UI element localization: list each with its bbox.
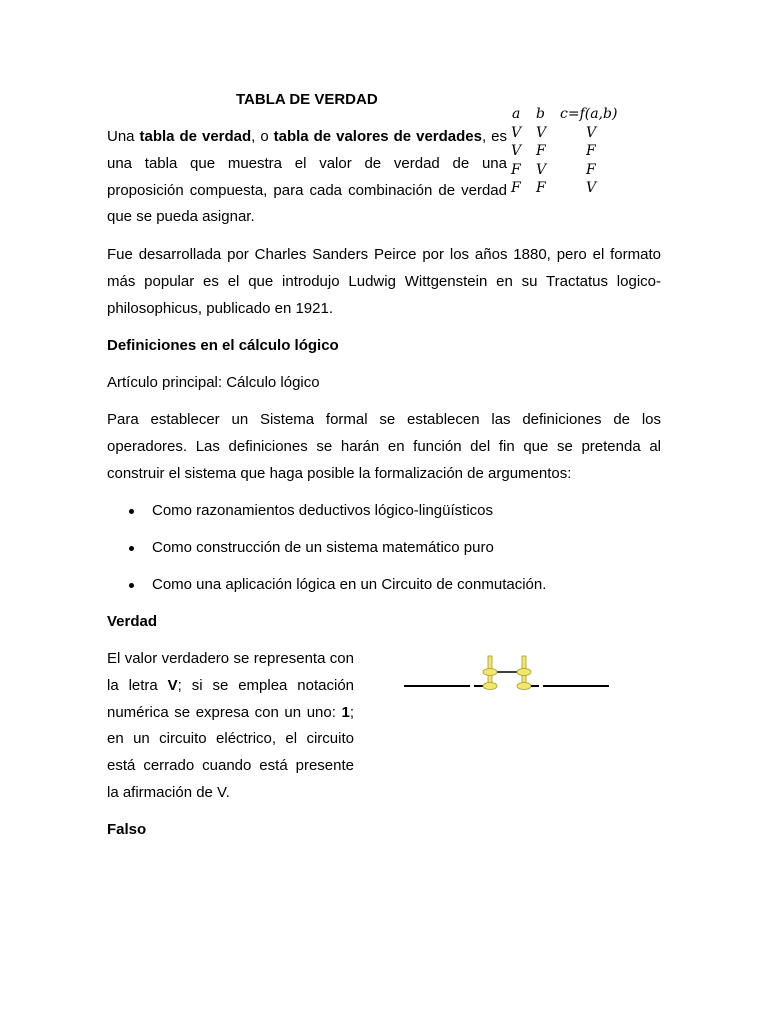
verdad-text-2: ; si se emplea notación numérica se expresa con un uno: (107, 676, 354, 721)
truth-table-cell: V (586, 124, 597, 141)
truth-table-cell: F (511, 161, 521, 178)
truth-table-cell: V (536, 124, 547, 141)
list-item-text: Como una aplicación lógica en un Circuito de conmutación. (152, 575, 547, 593)
bullet-list (107, 498, 667, 608)
verdad-paragraph (107, 646, 354, 807)
verdad-heading: Verdad (107, 613, 158, 630)
verdad-bold-2: 1 (341, 703, 350, 721)
history-paragraph: Fue desarrollada por Charles Sanders Peirce por los años 1880, pero el formato más popular es el que introdujo Ludwig Wittgenstein en su Tractatus logico-philosophicus, publicado en 1921. (107, 246, 661, 317)
truth-table-row (508, 125, 638, 144)
truth-table (508, 106, 638, 199)
truth-table-cell: F (511, 180, 521, 196)
list-item (107, 572, 667, 609)
verdad-text-1: El valor verdadero se representa con la letra (107, 650, 354, 694)
switch-contact-icon (517, 656, 531, 690)
intro-text-1: Una (107, 128, 140, 145)
bullet-icon (129, 583, 134, 588)
intro-text-2: , o (251, 128, 274, 145)
truth-table-header (508, 106, 638, 125)
bullet-icon (129, 546, 134, 551)
intro-paragraph (107, 124, 507, 231)
truth-table-cell: V (586, 180, 597, 196)
intro-bold-2: tabla de valores de verdades (273, 128, 482, 145)
page-title: TABLA DE VERDAD (236, 91, 378, 108)
list-item-text: Como razonamientos deductivos lógico-lingüísticos (152, 502, 494, 519)
truth-table-row (508, 143, 638, 162)
verdad-bold-1: V (167, 676, 178, 694)
definitions-heading: Definiciones en el cálculo lógico (107, 337, 339, 354)
intro-text-3: , es una tabla que muestra el valor de verdad de una proposición compuesta, para cada combinación de verdad que se pueda asignar. (107, 128, 507, 226)
switch-contact-icon (483, 656, 497, 690)
bullet-icon (129, 509, 134, 514)
truth-table-header-a: a (512, 106, 521, 122)
intro-bold-1: tabla de verdad (139, 128, 252, 145)
truth-table-cell: V (511, 124, 522, 141)
truth-table-cell: F (536, 143, 546, 159)
truth-table-header-b: b (536, 106, 545, 122)
truth-table-header-c: c=f(a,b) (560, 106, 618, 122)
truth-table-cell: V (511, 143, 522, 159)
definitions-paragraph: Para establecer un Sistema formal se establecen las definiciones de los operadores. Las definiciones se harán en función del fin que se pretenda al construir el sistema que haga posible la formalización de argumentos: (107, 411, 661, 482)
truth-table-cell: F (586, 161, 596, 178)
verdad-text-3: ; en un circuito eléctrico, el circuito está cerrado cuando está presente la afirmación de V. (107, 703, 354, 801)
truth-table-row (508, 162, 638, 181)
list-item (107, 535, 667, 572)
truth-table-cell: F (586, 143, 596, 159)
truth-table-row (508, 180, 638, 199)
closed-circuit-diagram (400, 650, 615, 695)
truth-table-cell: F (536, 180, 546, 196)
list-item (107, 498, 667, 535)
falso-heading: Falso (107, 821, 147, 838)
main-article-note: Artículo principal: Cálculo lógico (107, 374, 320, 391)
list-item-text: Como construcción de un sistema matemático puro (152, 538, 494, 556)
truth-table-cell: V (536, 161, 547, 178)
